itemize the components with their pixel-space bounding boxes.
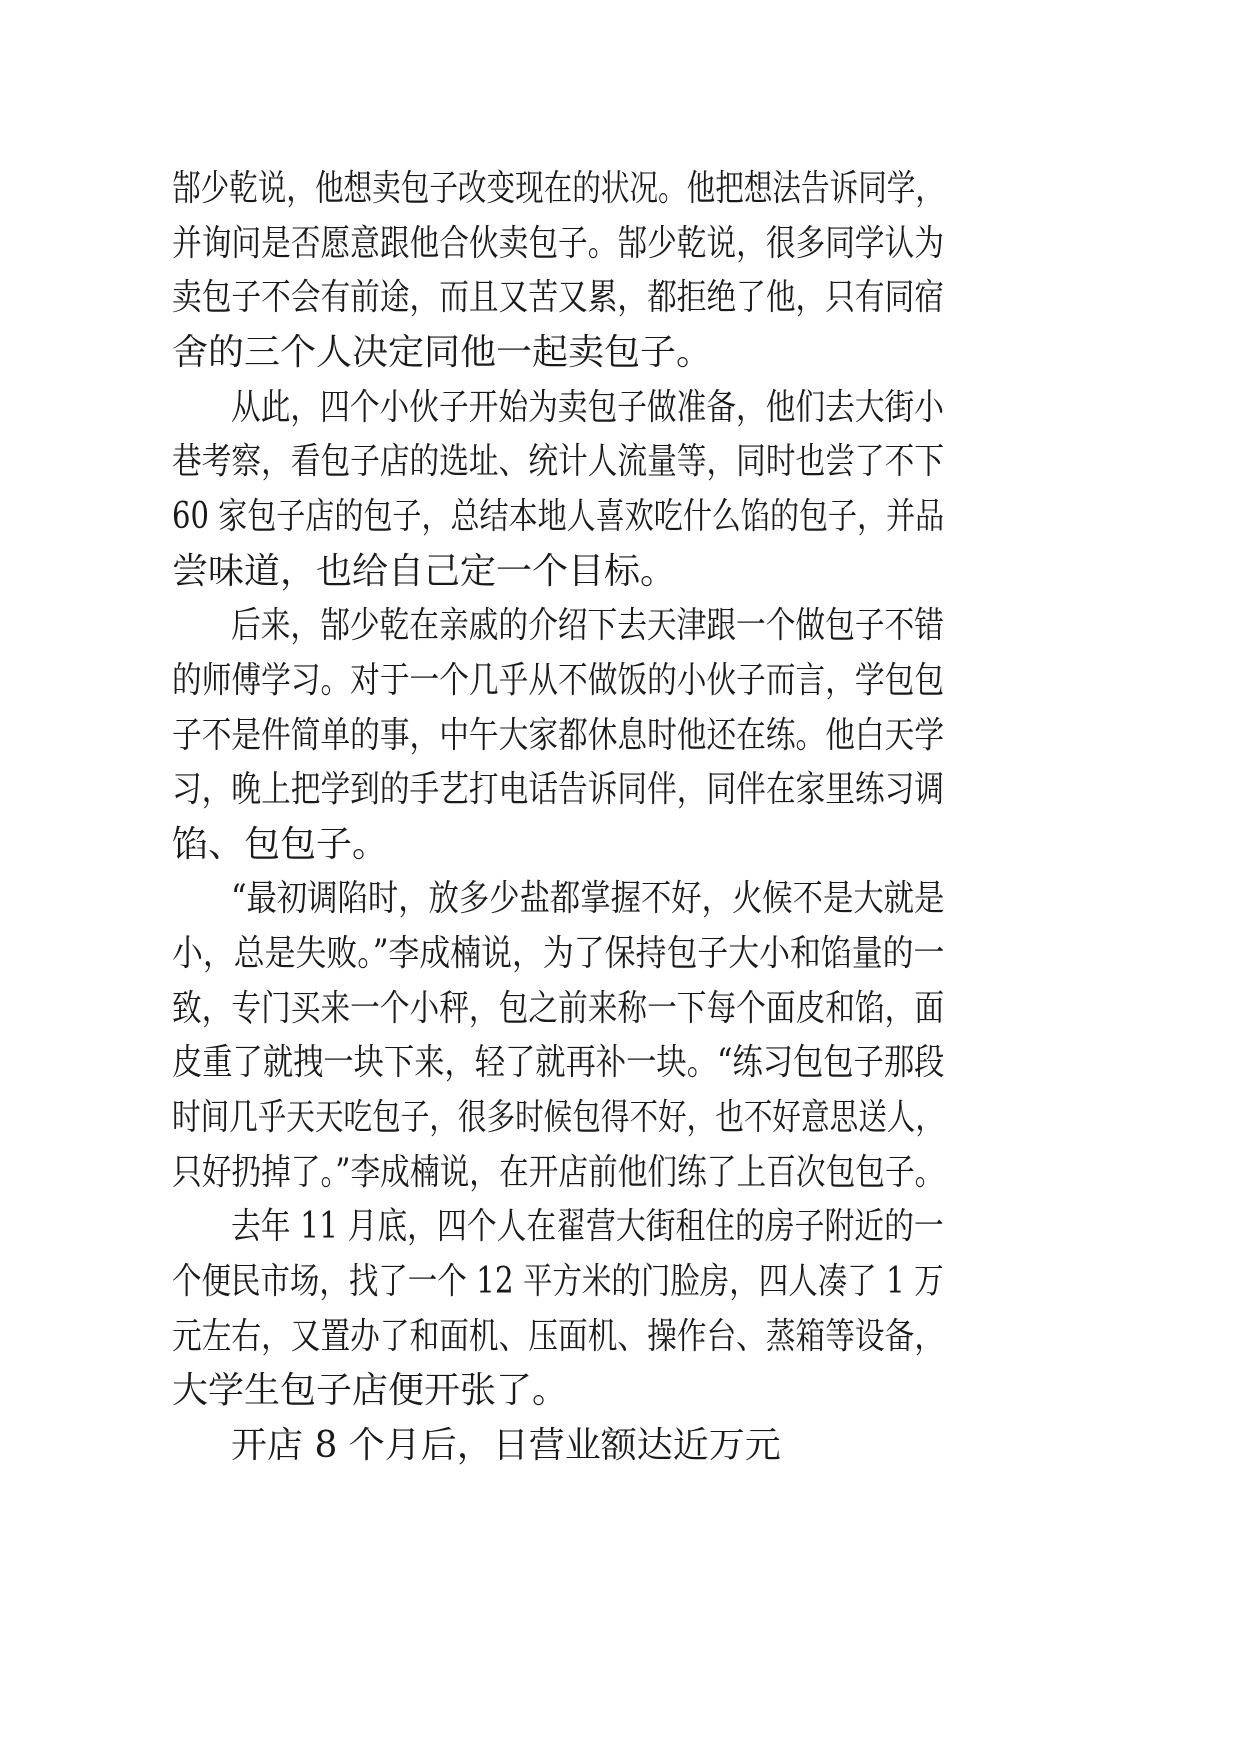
- text-line: 尝味道，也给自己定一个目标。: [172, 550, 677, 592]
- text-line: 从此，四个小伙子开始为卖包子做准备，他们去大街小: [231, 386, 944, 428]
- text-line: 个便民市场，找了一个 12 平方米的门脸房，四人凑了 1 万: [172, 1261, 944, 1302]
- text-line: 并询问是否愿意跟他合伙卖包子。郜少乾说，很多同学认为: [172, 222, 945, 264]
- text-line: 后来，郜少乾在亲戚的介绍下去天津跟一个做包子不错: [231, 605, 944, 647]
- text-line: 60 家包子店的包子，总结本地人喜欢吃什么馅的包子，并品: [172, 495, 945, 537]
- text-line: 馅、包包子。: [172, 823, 389, 865]
- text-line: 致，专门买来一个小秤，包之前来称一下每个面皮和馅，面: [172, 987, 945, 1029]
- text-line: 卖包子不会有前途，而且又苦又累，都拒绝了他，只有同宿: [172, 277, 945, 319]
- text-line: 习，晚上把学到的手艺打电话告诉同伴，同伴在家里练习调: [172, 769, 945, 811]
- text-line: 皮重了就拽一块下来，轻了就再补一块。“练习包包子那段: [172, 1042, 945, 1084]
- text-line: 舍的三个人决定同他一起卖包子。: [172, 331, 713, 373]
- text-line: 时间几乎天天吃包子，很多时候包得不好，也不好意思送人，: [172, 1097, 944, 1139]
- text-line: 去年 11 月底，四个人在翟营大街租住的房子附近的一: [231, 1206, 944, 1248]
- text-line: 巷考察，看包子店的选址、统计人流量等，同时也尝了不下: [172, 441, 945, 483]
- text-line: 大学生包子店便开张了。: [172, 1370, 569, 1412]
- text-line: 的师傅学习。对于一个几乎从不做饭的小伙子而言，学包包: [172, 659, 945, 701]
- text-line: 只好扔掉了。”李成楠说，在开店前他们练了上百次包包子。: [172, 1151, 945, 1193]
- text-line: 开店 8 个月后，日营业额达近万元: [231, 1424, 781, 1466]
- text-line: 小，总是失败。”李成楠说，为了保持包子大小和馅量的一: [172, 933, 945, 975]
- text-line: 郜少乾说，他想卖包子改变现在的状况。他把想法告诉同学，: [172, 168, 944, 209]
- text-line: “最初调陷时，放多少盐都掌握不好，火候不是大就是: [231, 878, 945, 920]
- text-line: 元左右，又置办了和面机、压面机、操作台、蒸箱等设备，: [172, 1315, 945, 1357]
- text-line: 子不是件简单的事，中午大家都休息时他还在练。他白天学: [172, 714, 945, 756]
